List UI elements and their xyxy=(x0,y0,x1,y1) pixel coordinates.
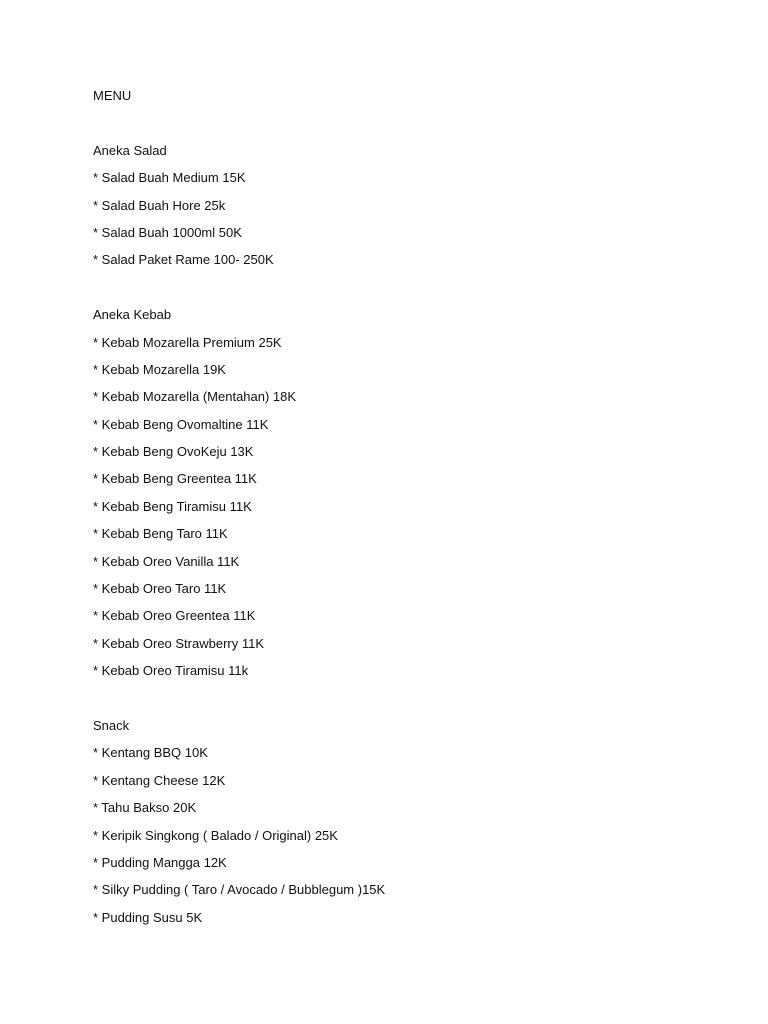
menu-item: * Salad Buah 1000ml 50K xyxy=(93,224,242,240)
section-heading-kebab: Aneka Kebab xyxy=(93,307,172,323)
menu-item: * Kentang BBQ 10K xyxy=(93,745,208,761)
menu-item: * Kebab Beng Taro 11K xyxy=(93,526,228,542)
menu-item: * Kebab Mozarella (Mentahan) 18K xyxy=(93,389,297,405)
menu-item: * Salad Buah Hore 25k xyxy=(93,197,226,213)
menu-item: * Kebab Beng Tiramisu 11K xyxy=(93,498,252,514)
menu-item: * Kebab Beng OvoKeju 13K xyxy=(93,444,254,460)
menu-item: * Kebab Beng Greentea 11K xyxy=(93,471,257,487)
menu-item: * Kebab Oreo Greentea 11K xyxy=(93,608,256,624)
spacer xyxy=(93,114,733,141)
menu-item: * Kebab Oreo Strawberry 11K xyxy=(93,635,265,651)
menu-item: * Kebab Mozarella 19K xyxy=(93,361,226,377)
section-heading-snack: Snack xyxy=(93,717,130,733)
document-page xyxy=(93,87,733,936)
menu-item: * Kebab Oreo Taro 11K xyxy=(93,581,227,597)
menu-item: * Kebab Beng Ovomaltine 11K xyxy=(93,416,269,432)
menu-item: * Pudding Susu 5K xyxy=(93,909,203,925)
menu-item: * Kentang Cheese 12K xyxy=(93,772,226,788)
spacer xyxy=(93,279,733,306)
menu-item: * Silky Pudding ( Taro / Avocado / Bubblegum )15K xyxy=(93,882,386,898)
menu-item: * Kebab Oreo Vanilla 11K xyxy=(93,553,240,569)
menu-title: MENU xyxy=(93,88,132,103)
section-heading-salad: Aneka Salad xyxy=(93,142,167,158)
menu-item: * Salad Paket Rame 100- 250K xyxy=(93,252,274,268)
menu-item: * Kebab Oreo Tiramisu 11k xyxy=(93,663,249,679)
menu-item: * Kebab Mozarella Premium 25K xyxy=(93,334,282,350)
menu-item: * Salad Buah Medium 15K xyxy=(93,170,246,186)
menu-item: * Pudding Mangga 12K xyxy=(93,854,227,870)
menu-item: * Tahu Bakso 20K xyxy=(93,800,197,816)
menu-item: * Keripik Singkong ( Balado / Original) 25K xyxy=(93,827,338,843)
spacer xyxy=(93,690,733,717)
